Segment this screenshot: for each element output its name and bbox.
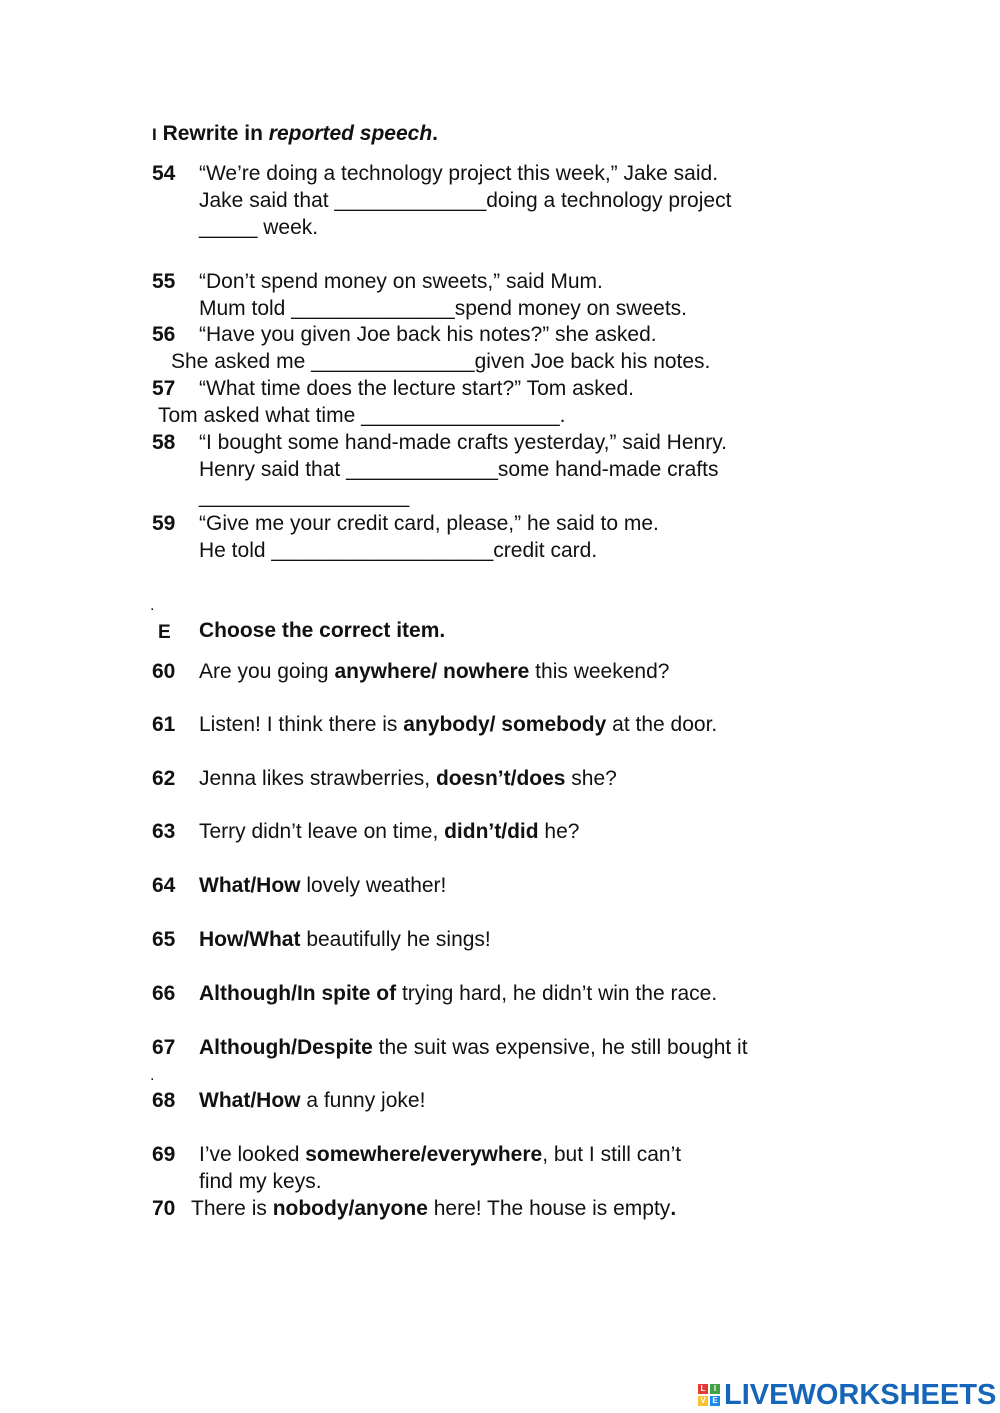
choice-options[interactable]: anybody/ somebody [403, 713, 607, 736]
question-sentence: What/How a funny joke! [199, 1089, 426, 1112]
question-number: 67 [152, 1036, 176, 1059]
question-number: 66 [152, 982, 176, 1005]
stray-dot: . [150, 597, 155, 614]
liveworksheets-logo [698, 1378, 996, 1412]
stray-dot: . [150, 1067, 155, 1084]
question-number: 59 [152, 512, 176, 535]
choice-options[interactable]: nobody/anyone [272, 1197, 428, 1220]
question-sentence: Although/In spite of trying hard, he didn’t win the race. [199, 982, 718, 1005]
choice-options[interactable]: doesn’t/does [435, 767, 566, 790]
answer-line[interactable]: Henry said that _____________some hand-made crafts [199, 458, 719, 481]
question-prompt: “We’re doing a technology project this week,” Jake said. [199, 162, 719, 185]
choice-options[interactable]: anywhere/ nowhere [334, 660, 530, 683]
logo-text: LIVEWORKSHEETS [724, 1378, 997, 1411]
question-sentence: Terry didn’t leave on time, didn’t/did he? [199, 820, 580, 843]
question-number: 57 [152, 377, 176, 400]
question-prompt: “What time does the lecture start?” Tom asked. [199, 377, 634, 400]
question-sentence: Are you going anywhere/ nowhere this weekend? [199, 660, 670, 683]
answer-line[interactable]: Mum told ______________spend money on sweets. [199, 297, 688, 320]
answer-line[interactable]: She asked me ______________given Joe back his notes. [171, 350, 711, 373]
answer-line[interactable]: _____ week. [199, 216, 319, 239]
question-number: 65 [152, 928, 176, 951]
question-number: 62 [152, 767, 176, 790]
question-sentence: How/What beautifully he sings! [199, 928, 491, 951]
section-letter: E [158, 622, 171, 643]
question-prompt: “Have you given Joe back his notes?” she asked. [199, 323, 657, 346]
question-number: 68 [152, 1089, 176, 1112]
question-sentence: Although/Despite the suit was expensive, he still bought it [199, 1036, 748, 1059]
question-sentence-continued: find my keys. [199, 1170, 322, 1193]
choice-options[interactable]: How/What [199, 928, 301, 951]
answer-line[interactable]: Jake said that _____________doing a technology project [199, 189, 732, 212]
question-sentence: There is nobody/anyone here! The house is empty. [191, 1197, 677, 1220]
answer-line[interactable]: __________________ [199, 485, 410, 508]
choice-options[interactable]: somewhere/everywhere [305, 1143, 543, 1166]
logo-mark-icon: L I V E [698, 1384, 720, 1406]
question-number: 70 [152, 1197, 176, 1220]
question-number: 60 [152, 660, 176, 683]
choice-options[interactable]: didn’t/did [444, 820, 539, 843]
question-sentence: Listen! I think there is anybody/ somebody at the door. [199, 713, 718, 736]
question-sentence: I’ve looked somewhere/everywhere, but I still can’t [199, 1143, 682, 1166]
choice-options[interactable]: What/How [199, 874, 301, 897]
question-number: 63 [152, 820, 176, 843]
question-number: 58 [152, 431, 176, 454]
answer-line[interactable]: Tom asked what time _________________. [158, 404, 566, 427]
question-number: 61 [152, 713, 176, 736]
question-number: 69 [152, 1143, 176, 1166]
question-number: 55 [152, 270, 176, 293]
choice-options[interactable]: Although/Despite [199, 1036, 373, 1059]
question-number: 56 [152, 323, 176, 346]
question-sentence: What/How lovely weather! [199, 874, 447, 897]
question-sentence: Jenna likes strawberries, doesn’t/does she? [199, 767, 617, 790]
section-title: Rewrite in reported speech. [162, 122, 439, 145]
question-prompt: “I bought some hand-made crafts yesterday,” said Henry. [199, 431, 727, 454]
question-prompt: “Don’t spend money on sweets,” said Mum. [199, 270, 603, 293]
section-i-heading [152, 121, 438, 148]
section-e-heading [158, 619, 171, 646]
choice-options[interactable]: What/How [199, 1089, 301, 1112]
choice-options[interactable]: Although/In spite of [199, 982, 397, 1005]
question-number: 64 [152, 874, 176, 897]
question-number: 54 [152, 162, 176, 185]
question-prompt: “Give me your credit card, please,” he said to me. [199, 512, 659, 535]
section-letter: I [152, 125, 157, 144]
answer-line[interactable]: He told ___________________credit card. [199, 539, 598, 562]
section-title: Choose the correct item. [199, 619, 446, 642]
